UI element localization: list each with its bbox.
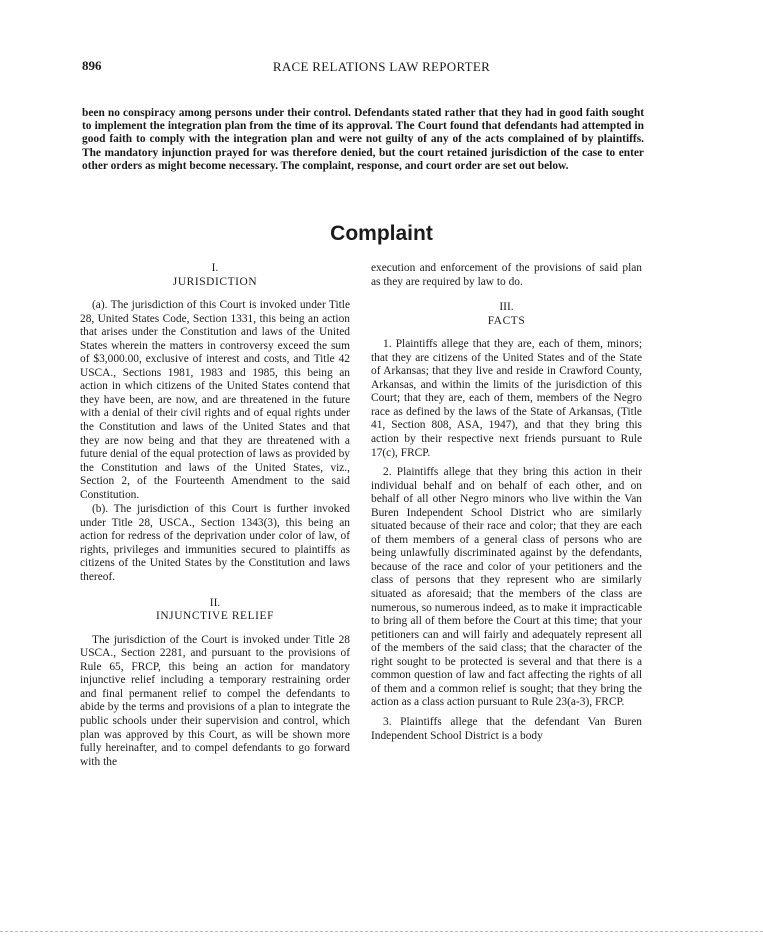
- running-head: RACE RELATIONS LAW REPORTER: [272, 59, 491, 74]
- section-number-3: III.: [499, 301, 514, 314]
- section-heading-jurisdiction: JURISDICTION: [172, 275, 258, 288]
- jurisdiction-paragraph-b: (b). The jurisdiction of this Court is further invoked under Title 28, USCA., Section 1343(3), this being an action for redress of the deprivation under color of law, of rights, privileges and immunities secured to plaintiffs as citizens of the United States by the Constitution and laws thereof.: [80, 503, 350, 584]
- section-heading-injunctive-relief: INJUNCTIVE RELIEF: [155, 610, 275, 623]
- right-column: [371, 262, 642, 743]
- jurisdiction-paragraph-a: (a). The jurisdiction of this Court is invoked under Title 28, United States Code, Section 1331, this being an action that arises under the Constitution and laws of the United States wherein the matters in controversy exceed the sum of $3,000.00, exclusive of interest and costs, and Title 42 USCA., Sections 1981, 1983 and 1985, this being an action in which citizens of the United States contend that they have been, are now, and are threatened in the future with a denial of their civil rights and of equal rights under the Constitution and laws of the United States and that they are now being and that they are threatened with a future denial of the equal protection of laws as provided by the Constitution and laws of the United States, viz., Section 2, of the Fourteenth Amendment to the said Constitution.: [80, 299, 350, 501]
- continuation-paragraph: execution and enforcement of the provisions of said plan as they are required by law to do.: [371, 262, 642, 288]
- section-number-1: I.: [211, 262, 219, 274]
- page-number: 896: [82, 58, 102, 73]
- section-heading-facts: FACTS: [487, 314, 526, 327]
- fact-paragraph-2: 2. Plaintiffs allege that they bring this action in their individual behalf and on behalf of each other, and on behalf of all other Negro minors who live within the Van Buren Independent School District who are similarly situated because of their race and color; that they are each of them members of a general class of persons who are being unlawfully discriminated against by the defendants, because of the race and color of your petitioners and the class of persons that they represent who are similarly situated as aforesaid; that the members of the class are numerous, so numerous indeed, as to make it impracticable to bring all of them before the Court at this time; that your petitioners can and will fairly and adequately represent all of the members of the said class; that the character of the right sought to be protected is several and that there is a common question of law and fact affecting the rights of all of them and a common relief is sought; that they bring the action as a class action pursuant to Rule 23(a-3), FRCP.: [371, 466, 642, 709]
- document-title: Complaint: [330, 222, 433, 245]
- bottom-scan-edge: [0, 931, 763, 933]
- fact-paragraph-3: 3. Plaintiffs allege that the defendant Van Buren Independent School District is a body: [371, 715, 642, 742]
- injunctive-relief-paragraph: The jurisdiction of the Court is invoked under Title 28 USCA., Section 2281, and pursuant to the provisions of Rule 65, FRCP, this being an action for mandatory injunctive relief including a temporary restraining order and final permanent relief to compel the defendants to abide by the terms and provisions of a plan to integrate the public schools under their supervision and control, which plan was approved by this Court, as will be shown more fully hereinafter, and to compel defendants to go forward with the: [80, 633, 350, 768]
- intro-paragraph: been no conspiracy among persons under their control. Defendants stated rather that they had in good faith sought to implement the integration plan from the time of its approval. The Court found that defendants had attempted in good faith to comply with the integration plan and were not guilty of any of the acts complained of by plaintiffs. The mandatory injunction prayed for was therefore denied, but the court retained jurisdiction of the case to enter other orders as might become necessary. The complaint, response, and court order are set out below.: [82, 107, 644, 172]
- left-column: [80, 262, 350, 769]
- fact-paragraph-1: 1. Plaintiffs allege that they are, each of them, minors; that they are citizens of the United States and of the State of Arkansas; that they live and reside in Crawford County, Arkansas, and within the limits of the jurisdiction of this Court; that they are, each of them, members of the Negro race as defined by the laws of the State of Arkansas, (Title 41, Section 808, ASA, 1947), and that they bring this action by their respective next friends pursuant to Rule 17(c), FRCP.: [371, 338, 642, 459]
- section-number-2: II.: [209, 596, 221, 609]
